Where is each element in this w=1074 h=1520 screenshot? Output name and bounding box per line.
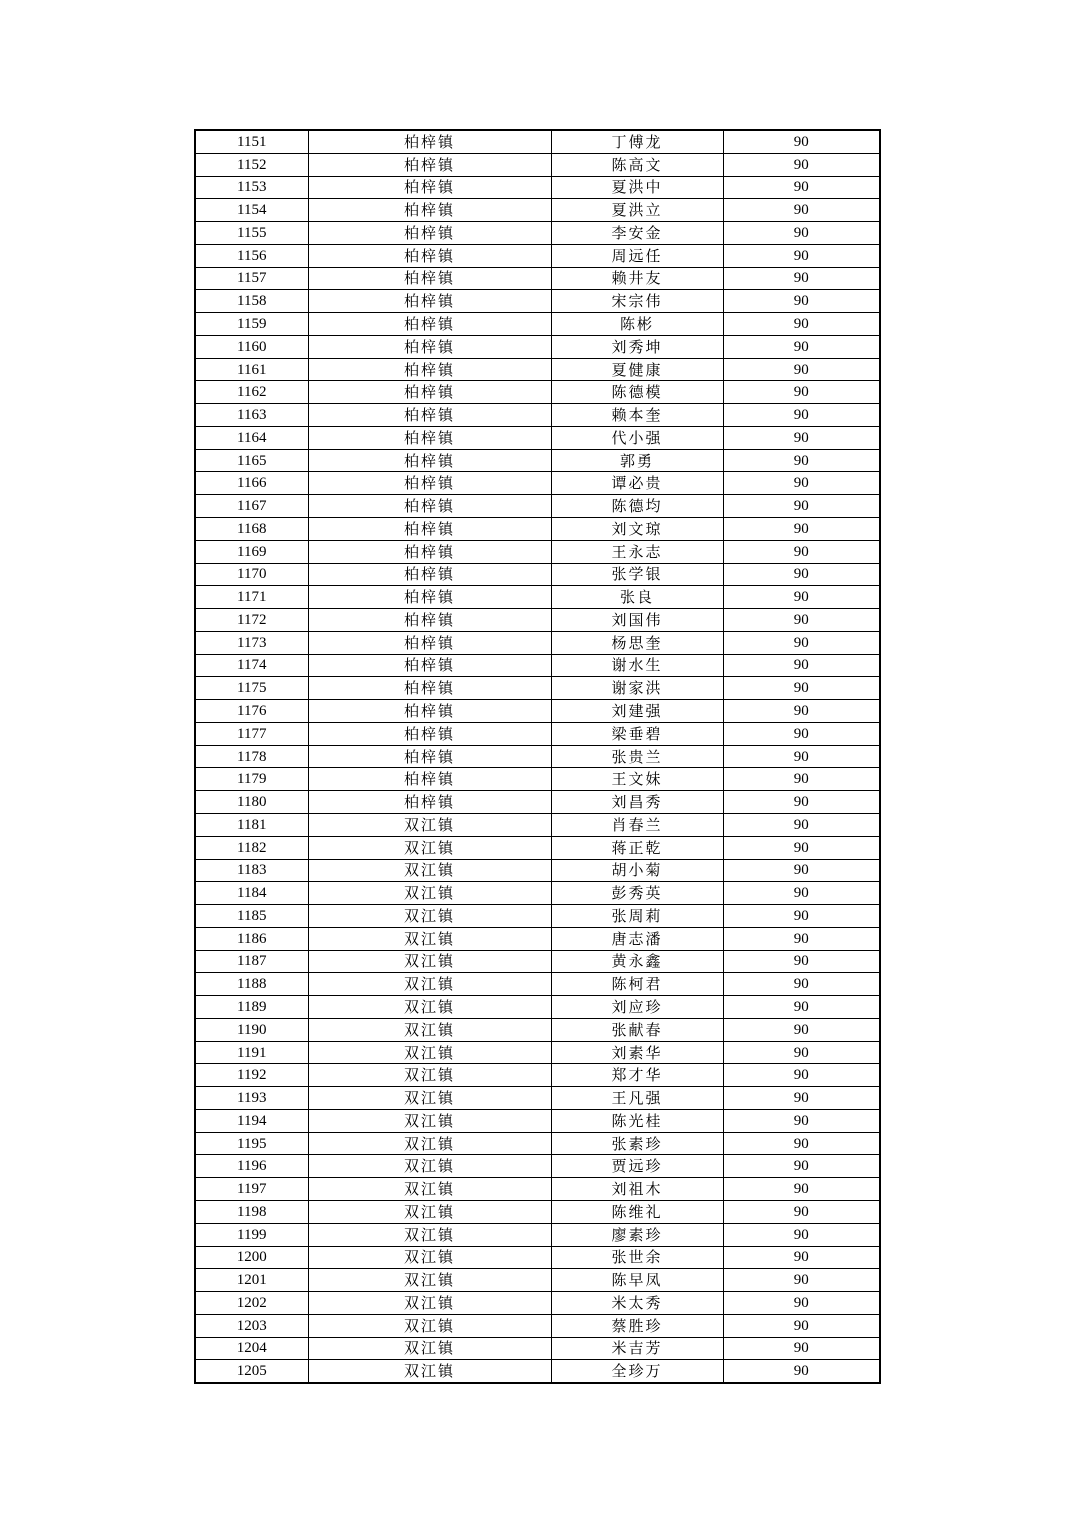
row-number-cell: 1153 — [195, 176, 308, 199]
amount-cell: 90 — [723, 130, 880, 153]
row-number-cell: 1160 — [195, 335, 308, 358]
name-cell: 夏洪中 — [551, 176, 723, 199]
amount-cell: 90 — [723, 381, 880, 404]
amount-cell: 90 — [723, 540, 880, 563]
name-cell: 杨思奎 — [551, 631, 723, 654]
amount-cell: 90 — [723, 813, 880, 836]
name-cell: 赖本奎 — [551, 404, 723, 427]
table-row — [195, 1337, 880, 1360]
town-cell: 柏梓镇 — [308, 654, 551, 677]
name-cell: 梁垂碧 — [551, 722, 723, 745]
table-row — [195, 495, 880, 518]
row-number-cell: 1194 — [195, 1109, 308, 1132]
town-cell: 柏梓镇 — [308, 791, 551, 814]
table-row — [195, 1018, 880, 1041]
amount-cell: 90 — [723, 1155, 880, 1178]
table-row — [195, 813, 880, 836]
amount-cell: 90 — [723, 745, 880, 768]
row-number-cell: 1180 — [195, 791, 308, 814]
amount-cell: 90 — [723, 1109, 880, 1132]
town-cell: 柏梓镇 — [308, 244, 551, 267]
row-number-cell: 1201 — [195, 1269, 308, 1292]
name-cell: 黄永鑫 — [551, 950, 723, 973]
row-number-cell: 1156 — [195, 244, 308, 267]
row-number-cell: 1205 — [195, 1360, 308, 1383]
amount-cell: 90 — [723, 563, 880, 586]
amount-cell: 90 — [723, 1041, 880, 1064]
name-cell: 刘昌秀 — [551, 791, 723, 814]
table-row — [195, 199, 880, 222]
table-row — [195, 745, 880, 768]
table-row — [195, 1178, 880, 1201]
amount-cell: 90 — [723, 1360, 880, 1383]
table-row — [195, 631, 880, 654]
amount-cell: 90 — [723, 882, 880, 905]
name-cell: 张世余 — [551, 1246, 723, 1269]
row-number-cell: 1174 — [195, 654, 308, 677]
row-number-cell: 1178 — [195, 745, 308, 768]
name-cell: 张良 — [551, 586, 723, 609]
row-number-cell: 1170 — [195, 563, 308, 586]
row-number-cell: 1196 — [195, 1155, 308, 1178]
town-cell: 双江镇 — [308, 1155, 551, 1178]
amount-cell: 90 — [723, 1132, 880, 1155]
town-cell: 双江镇 — [308, 927, 551, 950]
town-cell: 双江镇 — [308, 1064, 551, 1087]
table-row — [195, 1200, 880, 1223]
table-row — [195, 222, 880, 245]
amount-cell: 90 — [723, 609, 880, 632]
name-cell: 彭秀英 — [551, 882, 723, 905]
table-body — [195, 130, 880, 1383]
table-row — [195, 404, 880, 427]
town-cell: 双江镇 — [308, 973, 551, 996]
name-cell: 胡小菊 — [551, 859, 723, 882]
town-cell: 双江镇 — [308, 1360, 551, 1383]
row-number-cell: 1176 — [195, 700, 308, 723]
town-cell: 柏梓镇 — [308, 426, 551, 449]
amount-cell: 90 — [723, 836, 880, 859]
row-number-cell: 1163 — [195, 404, 308, 427]
town-cell: 柏梓镇 — [308, 335, 551, 358]
name-cell: 贾远珍 — [551, 1155, 723, 1178]
name-cell: 刘文琼 — [551, 518, 723, 541]
amount-cell: 90 — [723, 722, 880, 745]
town-cell: 柏梓镇 — [308, 722, 551, 745]
table-row — [195, 882, 880, 905]
row-number-cell: 1169 — [195, 540, 308, 563]
town-cell: 柏梓镇 — [308, 404, 551, 427]
amount-cell: 90 — [723, 1314, 880, 1337]
table-row — [195, 859, 880, 882]
row-number-cell: 1188 — [195, 973, 308, 996]
amount-cell: 90 — [723, 1087, 880, 1110]
town-cell: 柏梓镇 — [308, 449, 551, 472]
table-row — [195, 1064, 880, 1087]
row-number-cell: 1155 — [195, 222, 308, 245]
name-cell: 夏健康 — [551, 358, 723, 381]
row-number-cell: 1193 — [195, 1087, 308, 1110]
table-row — [195, 609, 880, 632]
table-row — [195, 1360, 880, 1383]
table-row — [195, 1223, 880, 1246]
name-cell: 刘国伟 — [551, 609, 723, 632]
row-number-cell: 1186 — [195, 927, 308, 950]
town-cell: 双江镇 — [308, 1200, 551, 1223]
row-number-cell: 1181 — [195, 813, 308, 836]
town-cell: 柏梓镇 — [308, 199, 551, 222]
table-row — [195, 381, 880, 404]
town-cell: 柏梓镇 — [308, 563, 551, 586]
table-row — [195, 1109, 880, 1132]
row-number-cell: 1189 — [195, 996, 308, 1019]
table-row — [195, 1292, 880, 1315]
name-cell: 郭勇 — [551, 449, 723, 472]
amount-cell: 90 — [723, 495, 880, 518]
town-cell: 柏梓镇 — [308, 176, 551, 199]
amount-cell: 90 — [723, 927, 880, 950]
table-row — [195, 1087, 880, 1110]
row-number-cell: 1168 — [195, 518, 308, 541]
town-cell: 柏梓镇 — [308, 495, 551, 518]
row-number-cell: 1151 — [195, 130, 308, 153]
row-number-cell: 1154 — [195, 199, 308, 222]
name-cell: 王文妹 — [551, 768, 723, 791]
row-number-cell: 1159 — [195, 313, 308, 336]
name-cell: 米太秀 — [551, 1292, 723, 1315]
row-number-cell: 1203 — [195, 1314, 308, 1337]
name-cell: 代小强 — [551, 426, 723, 449]
name-cell: 陈柯君 — [551, 973, 723, 996]
name-cell: 刘建强 — [551, 700, 723, 723]
row-number-cell: 1172 — [195, 609, 308, 632]
amount-cell: 90 — [723, 404, 880, 427]
table-row — [195, 267, 880, 290]
amount-cell: 90 — [723, 1269, 880, 1292]
town-cell: 双江镇 — [308, 1018, 551, 1041]
table-row — [195, 358, 880, 381]
town-cell: 双江镇 — [308, 1109, 551, 1132]
row-number-cell: 1199 — [195, 1223, 308, 1246]
town-cell: 柏梓镇 — [308, 153, 551, 176]
name-cell: 刘祖木 — [551, 1178, 723, 1201]
row-number-cell: 1195 — [195, 1132, 308, 1155]
row-number-cell: 1152 — [195, 153, 308, 176]
name-cell: 刘素华 — [551, 1041, 723, 1064]
name-cell: 张贵兰 — [551, 745, 723, 768]
name-cell: 肖春兰 — [551, 813, 723, 836]
name-cell: 唐志潘 — [551, 927, 723, 950]
table-row — [195, 130, 880, 153]
row-number-cell: 1197 — [195, 1178, 308, 1201]
amount-cell: 90 — [723, 449, 880, 472]
row-number-cell: 1167 — [195, 495, 308, 518]
table-row — [195, 472, 880, 495]
name-cell: 张学银 — [551, 563, 723, 586]
town-cell: 双江镇 — [308, 1132, 551, 1155]
town-cell: 柏梓镇 — [308, 130, 551, 153]
town-cell: 柏梓镇 — [308, 700, 551, 723]
row-number-cell: 1177 — [195, 722, 308, 745]
town-cell: 双江镇 — [308, 859, 551, 882]
town-cell: 双江镇 — [308, 1041, 551, 1064]
table-row — [195, 973, 880, 996]
town-cell: 柏梓镇 — [308, 290, 551, 313]
name-cell: 张献春 — [551, 1018, 723, 1041]
town-cell: 双江镇 — [308, 905, 551, 928]
table-row — [195, 290, 880, 313]
row-number-cell: 1202 — [195, 1292, 308, 1315]
town-cell: 双江镇 — [308, 1246, 551, 1269]
row-number-cell: 1183 — [195, 859, 308, 882]
table-row — [195, 1041, 880, 1064]
table-row — [195, 768, 880, 791]
name-cell: 廖素珍 — [551, 1223, 723, 1246]
name-cell: 张素珍 — [551, 1132, 723, 1155]
amount-cell: 90 — [723, 472, 880, 495]
row-number-cell: 1161 — [195, 358, 308, 381]
amount-cell: 90 — [723, 518, 880, 541]
amount-cell: 90 — [723, 222, 880, 245]
table-row — [195, 153, 880, 176]
name-cell: 张周莉 — [551, 905, 723, 928]
table-row — [195, 540, 880, 563]
name-cell: 周远任 — [551, 244, 723, 267]
amount-cell: 90 — [723, 313, 880, 336]
row-number-cell: 1165 — [195, 449, 308, 472]
amount-cell: 90 — [723, 700, 880, 723]
town-cell: 双江镇 — [308, 1314, 551, 1337]
amount-cell: 90 — [723, 335, 880, 358]
town-cell: 柏梓镇 — [308, 267, 551, 290]
table-row — [195, 1132, 880, 1155]
town-cell: 双江镇 — [308, 1087, 551, 1110]
amount-cell: 90 — [723, 358, 880, 381]
table-row — [195, 1246, 880, 1269]
amount-cell: 90 — [723, 859, 880, 882]
name-cell: 王永志 — [551, 540, 723, 563]
row-number-cell: 1157 — [195, 267, 308, 290]
town-cell: 柏梓镇 — [308, 631, 551, 654]
row-number-cell: 1158 — [195, 290, 308, 313]
table-row — [195, 518, 880, 541]
name-cell: 夏洪立 — [551, 199, 723, 222]
town-cell: 双江镇 — [308, 1178, 551, 1201]
name-cell: 李安金 — [551, 222, 723, 245]
table-row — [195, 335, 880, 358]
town-cell: 柏梓镇 — [308, 609, 551, 632]
row-number-cell: 1190 — [195, 1018, 308, 1041]
amount-cell: 90 — [723, 1223, 880, 1246]
name-cell: 谢家洪 — [551, 677, 723, 700]
table-row — [195, 722, 880, 745]
table-row — [195, 244, 880, 267]
amount-cell: 90 — [723, 1018, 880, 1041]
name-cell: 陈早凤 — [551, 1269, 723, 1292]
table-row — [195, 791, 880, 814]
name-cell: 刘秀坤 — [551, 335, 723, 358]
amount-cell: 90 — [723, 199, 880, 222]
amount-cell: 90 — [723, 244, 880, 267]
table-row — [195, 176, 880, 199]
name-cell: 丁傅龙 — [551, 130, 723, 153]
town-cell: 双江镇 — [308, 813, 551, 836]
table-row — [195, 905, 880, 928]
amount-cell: 90 — [723, 1337, 880, 1360]
table-row — [195, 927, 880, 950]
town-cell: 柏梓镇 — [308, 222, 551, 245]
name-cell: 谢水生 — [551, 654, 723, 677]
town-cell: 双江镇 — [308, 1269, 551, 1292]
row-number-cell: 1164 — [195, 426, 308, 449]
town-cell: 柏梓镇 — [308, 381, 551, 404]
row-number-cell: 1192 — [195, 1064, 308, 1087]
table-row — [195, 950, 880, 973]
name-cell: 米吉芳 — [551, 1337, 723, 1360]
row-number-cell: 1198 — [195, 1200, 308, 1223]
name-cell: 谭必贵 — [551, 472, 723, 495]
row-number-cell: 1187 — [195, 950, 308, 973]
town-cell: 双江镇 — [308, 882, 551, 905]
amount-cell: 90 — [723, 1246, 880, 1269]
name-cell: 陈维礼 — [551, 1200, 723, 1223]
table-row — [195, 996, 880, 1019]
row-number-cell: 1200 — [195, 1246, 308, 1269]
amount-cell: 90 — [723, 586, 880, 609]
table-row — [195, 700, 880, 723]
row-number-cell: 1204 — [195, 1337, 308, 1360]
row-number-cell: 1171 — [195, 586, 308, 609]
name-cell: 陈德模 — [551, 381, 723, 404]
amount-cell: 90 — [723, 677, 880, 700]
town-cell: 双江镇 — [308, 836, 551, 859]
town-cell: 柏梓镇 — [308, 358, 551, 381]
name-cell: 陈彬 — [551, 313, 723, 336]
amount-cell: 90 — [723, 791, 880, 814]
table-row — [195, 836, 880, 859]
table-row — [195, 654, 880, 677]
row-number-cell: 1182 — [195, 836, 308, 859]
data-table — [194, 129, 881, 1384]
town-cell: 柏梓镇 — [308, 768, 551, 791]
amount-cell: 90 — [723, 1200, 880, 1223]
amount-cell: 90 — [723, 631, 880, 654]
town-cell: 柏梓镇 — [308, 540, 551, 563]
name-cell: 陈光桂 — [551, 1109, 723, 1132]
town-cell: 柏梓镇 — [308, 745, 551, 768]
town-cell: 柏梓镇 — [308, 313, 551, 336]
row-number-cell: 1191 — [195, 1041, 308, 1064]
amount-cell: 90 — [723, 654, 880, 677]
table-row — [195, 563, 880, 586]
name-cell: 宋宗伟 — [551, 290, 723, 313]
amount-cell: 90 — [723, 950, 880, 973]
amount-cell: 90 — [723, 1292, 880, 1315]
name-cell: 郑才华 — [551, 1064, 723, 1087]
amount-cell: 90 — [723, 426, 880, 449]
name-cell: 全珍万 — [551, 1360, 723, 1383]
amount-cell: 90 — [723, 973, 880, 996]
table-row — [195, 1155, 880, 1178]
row-number-cell: 1162 — [195, 381, 308, 404]
row-number-cell: 1184 — [195, 882, 308, 905]
amount-cell: 90 — [723, 1178, 880, 1201]
row-number-cell: 1185 — [195, 905, 308, 928]
town-cell: 双江镇 — [308, 996, 551, 1019]
name-cell: 赖井友 — [551, 267, 723, 290]
table-row — [195, 449, 880, 472]
table-row — [195, 1269, 880, 1292]
amount-cell: 90 — [723, 905, 880, 928]
table-row — [195, 677, 880, 700]
amount-cell: 90 — [723, 290, 880, 313]
name-cell: 陈德均 — [551, 495, 723, 518]
name-cell: 刘应珍 — [551, 996, 723, 1019]
amount-cell: 90 — [723, 176, 880, 199]
name-cell: 王凡强 — [551, 1087, 723, 1110]
table-row — [195, 426, 880, 449]
town-cell: 双江镇 — [308, 1337, 551, 1360]
amount-cell: 90 — [723, 996, 880, 1019]
table-row — [195, 586, 880, 609]
name-cell: 蔡胜珍 — [551, 1314, 723, 1337]
town-cell: 柏梓镇 — [308, 472, 551, 495]
amount-cell: 90 — [723, 768, 880, 791]
town-cell: 柏梓镇 — [308, 518, 551, 541]
town-cell: 柏梓镇 — [308, 586, 551, 609]
row-number-cell: 1166 — [195, 472, 308, 495]
town-cell: 双江镇 — [308, 950, 551, 973]
town-cell: 双江镇 — [308, 1292, 551, 1315]
name-cell: 陈高文 — [551, 153, 723, 176]
row-number-cell: 1179 — [195, 768, 308, 791]
name-cell: 蒋正乾 — [551, 836, 723, 859]
table-row — [195, 313, 880, 336]
table-row — [195, 1314, 880, 1337]
town-cell: 柏梓镇 — [308, 677, 551, 700]
amount-cell: 90 — [723, 267, 880, 290]
row-number-cell: 1175 — [195, 677, 308, 700]
town-cell: 双江镇 — [308, 1223, 551, 1246]
row-number-cell: 1173 — [195, 631, 308, 654]
amount-cell: 90 — [723, 153, 880, 176]
amount-cell: 90 — [723, 1064, 880, 1087]
